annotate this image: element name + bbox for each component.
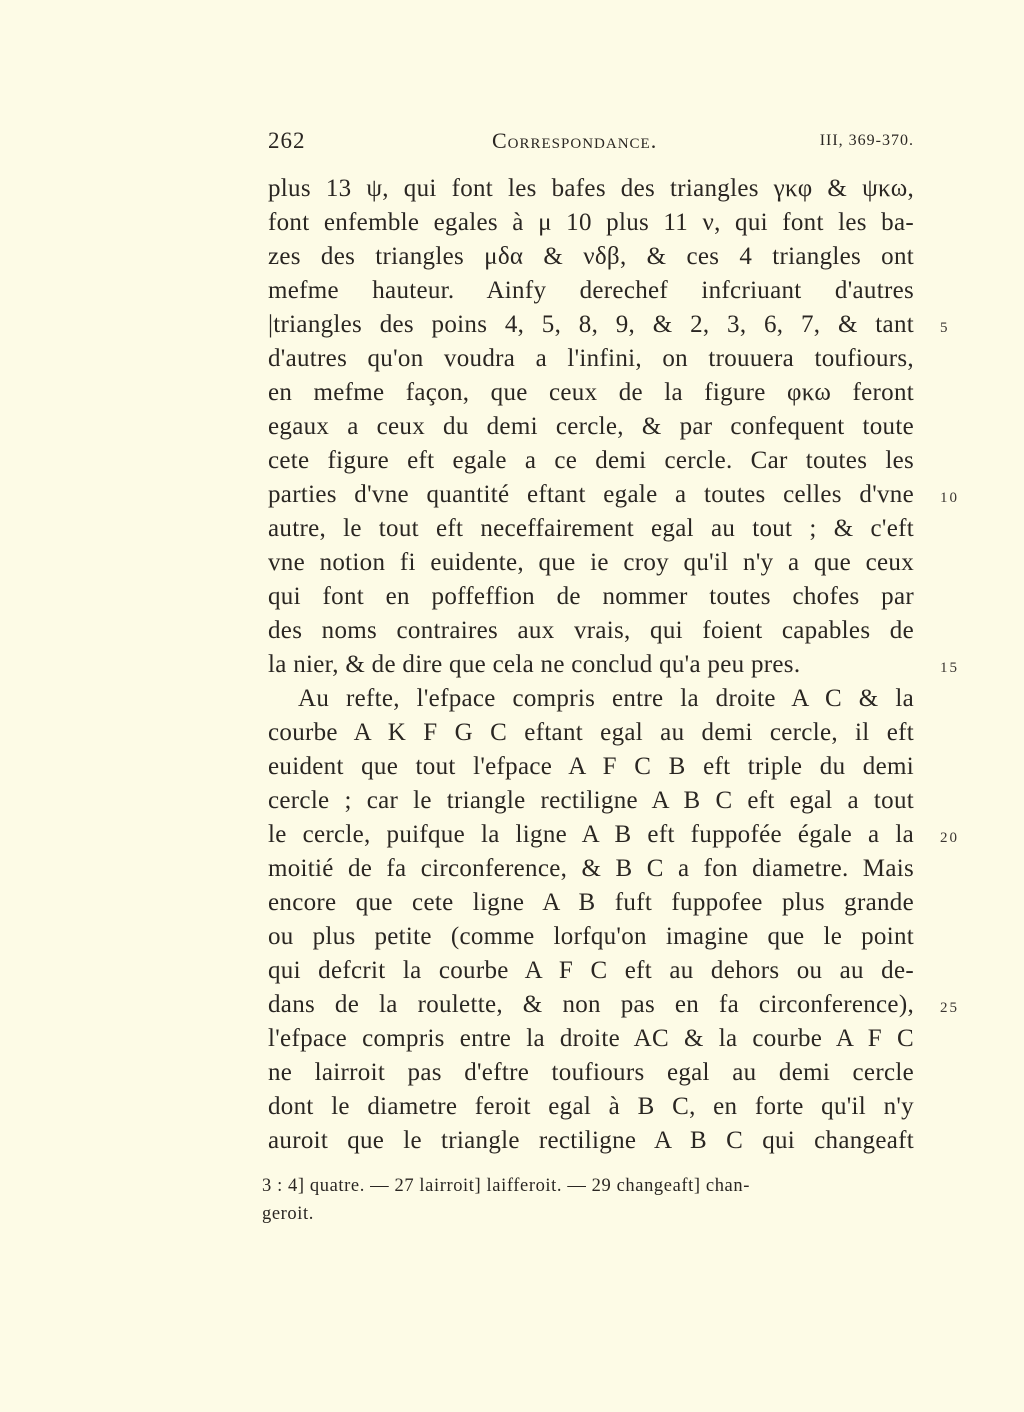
text-line: le cercle, puifque la ligne A B eft fuppofée égale a la	[268, 821, 914, 848]
text-line: l'efpace compris entre la droite AC & la courbe A F C	[268, 1025, 914, 1052]
text-line: egaux a ceux du demi cercle, & par confequent toute	[268, 413, 914, 440]
text-line: cercle ; car le triangle rectiligne A B C eft egal a tout	[268, 787, 914, 814]
footnote	[262, 1172, 914, 1228]
text-line: |triangles des poins 4, 5, 8, 9, & 2, 3, 6, 7, & tant	[268, 311, 914, 338]
text-line: courbe A K F G C eftant egal au demi cercle, il eft	[268, 719, 914, 746]
line-number: 15	[940, 660, 959, 676]
text-line: plus 13 ψ, qui font les bafes des triangles γκφ & ψκω,	[268, 175, 914, 202]
line-number: 10	[940, 490, 959, 506]
line-number: 20	[940, 830, 959, 846]
line-number: 25	[940, 1000, 959, 1016]
main-text	[268, 172, 914, 1158]
text-line: la nier, & de dire que cela ne conclud qu'a peu pres.	[268, 651, 801, 678]
footnote-line: 3 : 4] quatre. — 27 lairroit] laifferoit. — 29 changeaft] chan-	[262, 1176, 750, 1196]
footnote-line: geroit.	[262, 1204, 314, 1224]
text-line: cete figure eft egale a ce demi cercle. Car toutes les	[268, 447, 914, 474]
text-line: en mefme façon, que ceux de la figure φκω feront	[268, 379, 914, 406]
text-line: zes des triangles μδα & νδβ, & ces 4 triangles ont	[268, 243, 914, 270]
text-line: des noms contraires aux vrais, qui foient capables de	[268, 617, 914, 644]
text-line: moitié de fa circonference, & B C a fon diametre. Mais	[268, 855, 914, 882]
text-line: mefme hauteur. Ainfy derechef infcriuant d'autres	[268, 277, 914, 304]
page-header	[268, 128, 914, 158]
text-line: encore que cete ligne A B fuft fuppofee plus grande	[268, 889, 914, 916]
text-line: parties d'vne quantité eftant egale a toutes celles d'vne	[268, 481, 914, 508]
text-line: dont le diametre feroit egal à B C, en forte qu'il n'y	[268, 1093, 914, 1120]
page-number: 262	[268, 128, 306, 153]
text-line: Au refte, l'efpace compris entre la droite A C & la	[298, 685, 914, 712]
text-line: d'autres qu'on voudra a l'infini, on trouuera toufiours,	[268, 345, 914, 372]
text-line: ou plus petite (comme lorfqu'on imagine que le point	[268, 923, 914, 950]
text-line: auroit que le triangle rectiligne A B C qui changeaft	[268, 1127, 914, 1154]
text-line: font enfemble egales à μ 10 plus 11 ν, qui font les ba-	[268, 209, 914, 236]
text-line: ne lairroit pas d'eftre toufiours egal au demi cercle	[268, 1059, 914, 1086]
running-title: Correspondance.	[492, 128, 658, 153]
text-line: qui font en poffeffion de nommer toutes chofes par	[268, 583, 914, 610]
line-number: 5	[940, 320, 950, 336]
text-line: euident que tout l'efpace A F C B eft triple du demi	[268, 753, 914, 780]
volume-reference: III, 369-370.	[819, 132, 914, 149]
text-line: dans de la roulette, & non pas en fa circonference),	[268, 991, 914, 1018]
text-line: qui defcrit la courbe A F C eft au dehors ou au de-	[268, 957, 914, 984]
text-line: autre, le tout eft neceffairement egal au tout ; & c'eft	[268, 515, 914, 542]
text-line: vne notion fi euidente, que ie croy qu'il n'y a que ceux	[268, 549, 914, 576]
